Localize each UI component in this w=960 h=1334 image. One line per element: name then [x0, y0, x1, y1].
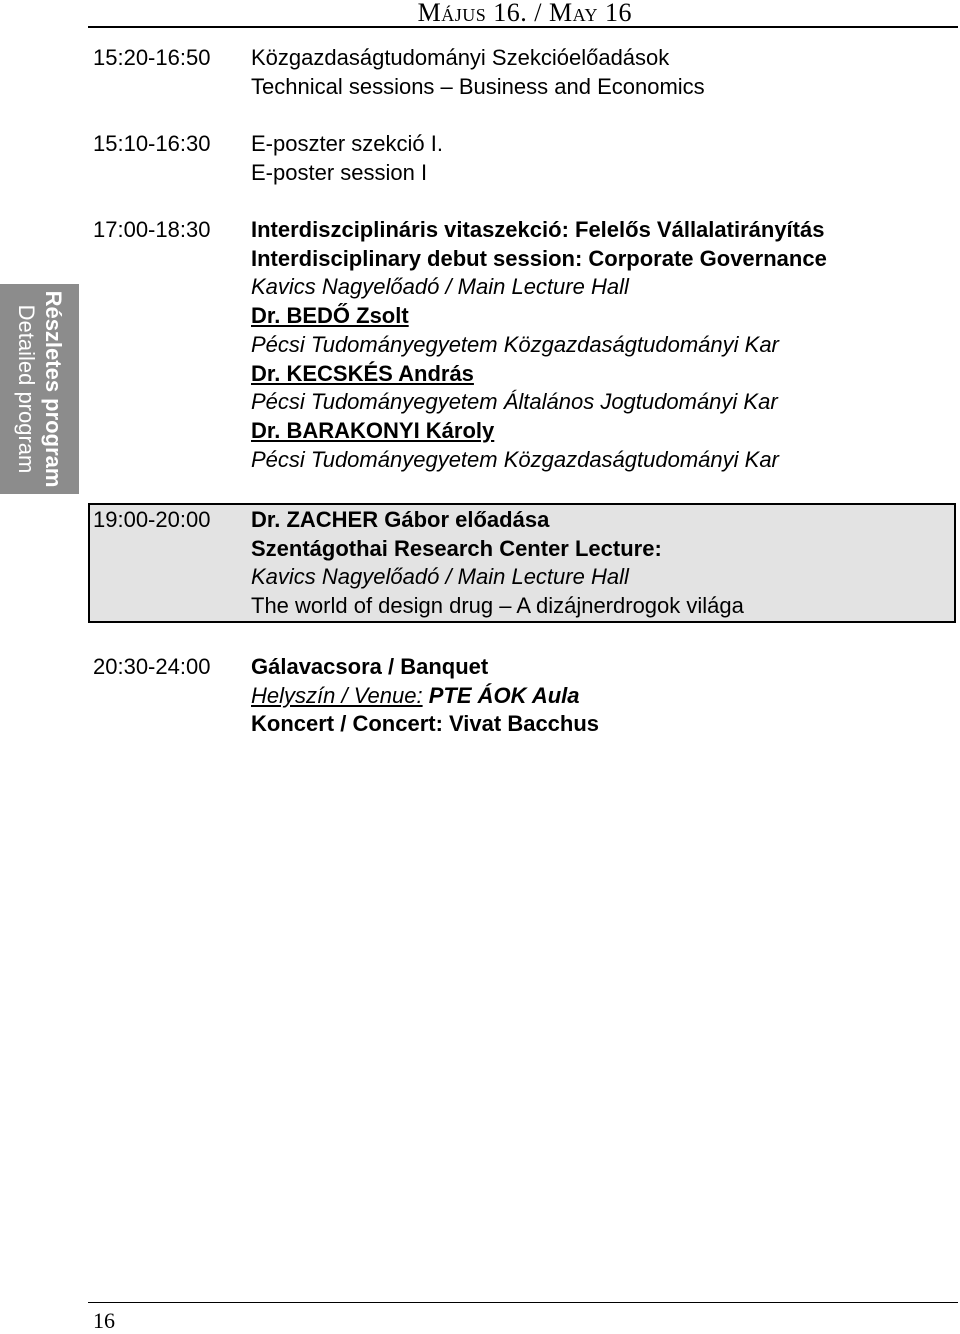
lecture-subtitle: Szentágothai Research Center Lecture: — [251, 535, 662, 561]
session-title-en: E-poster session I — [251, 159, 428, 185]
session-content — [251, 216, 951, 474]
session-time: 15:10-16:30 — [93, 131, 211, 156]
speaker-affiliation: Pécsi Tudományegyetem Közgazdaságtudományi Kar — [251, 331, 779, 357]
speaker-affiliation: Pécsi Tudományegyetem Általános Jogtudományi Kar — [251, 389, 778, 415]
session-title-hu: Közgazdaságtudományi Szekcióelőadások — [251, 45, 670, 70]
lecture-topic: The world of design drug – A dizájnerdrogok világa — [251, 593, 744, 619]
banquet-venue — [251, 682, 951, 711]
session-content — [251, 130, 951, 187]
speaker-name: Dr. KECSKÉS András — [251, 360, 474, 386]
page-header-title: Május 16. / May 16 — [417, 0, 632, 27]
session-title-hu: Interdiszciplináris vitaszekció: Felelős Vállalatirányítás — [251, 217, 825, 242]
speaker-name: Dr. BEDŐ Zsolt — [251, 303, 409, 329]
session-time: 17:00-18:30 — [93, 217, 211, 242]
session-title-en: Technical sessions – Business and Economics — [251, 73, 705, 99]
side-tab-title-hu: Részletes program — [40, 290, 66, 488]
session-venue: Kavics Nagyelőadó / Main Lecture Hall — [251, 274, 629, 300]
session-venue: Kavics Nagyelőadó / Main Lecture Hall — [251, 564, 629, 590]
banquet-title: Gálavacsora / Banquet — [251, 654, 489, 679]
side-section-tab — [0, 284, 79, 494]
session-title-hu: E-poszter szekció I. — [251, 131, 443, 156]
session-time: 20:30-24:00 — [93, 654, 211, 679]
session-content — [251, 44, 951, 101]
session-title-en: Interdisciplinary debut session: Corporate Governance — [251, 245, 827, 271]
venue-label: Helyszín / Venue: — [251, 682, 423, 708]
session-content — [251, 653, 951, 739]
session-content — [251, 506, 951, 621]
side-tab-title-en: Detailed program — [13, 304, 39, 474]
lecture-title: Dr. ZACHER Gábor előadása — [251, 507, 550, 532]
side-tab-text — [13, 291, 67, 488]
page-number: 16 — [93, 1308, 115, 1333]
header-divider — [88, 26, 958, 28]
concert-line: Koncert / Concert: Vivat Bacchus — [251, 711, 600, 737]
speaker-affiliation: Pécsi Tudományegyetem Közgazdaságtudományi Kar — [251, 446, 779, 472]
session-time: 15:20-16:50 — [93, 45, 211, 70]
session-time: 19:00-20:00 — [93, 507, 211, 532]
footer-divider — [88, 1302, 958, 1303]
venue-value: PTE ÁOK Aula — [428, 682, 580, 708]
speaker-name: Dr. BARAKONYI Károly — [251, 417, 495, 443]
